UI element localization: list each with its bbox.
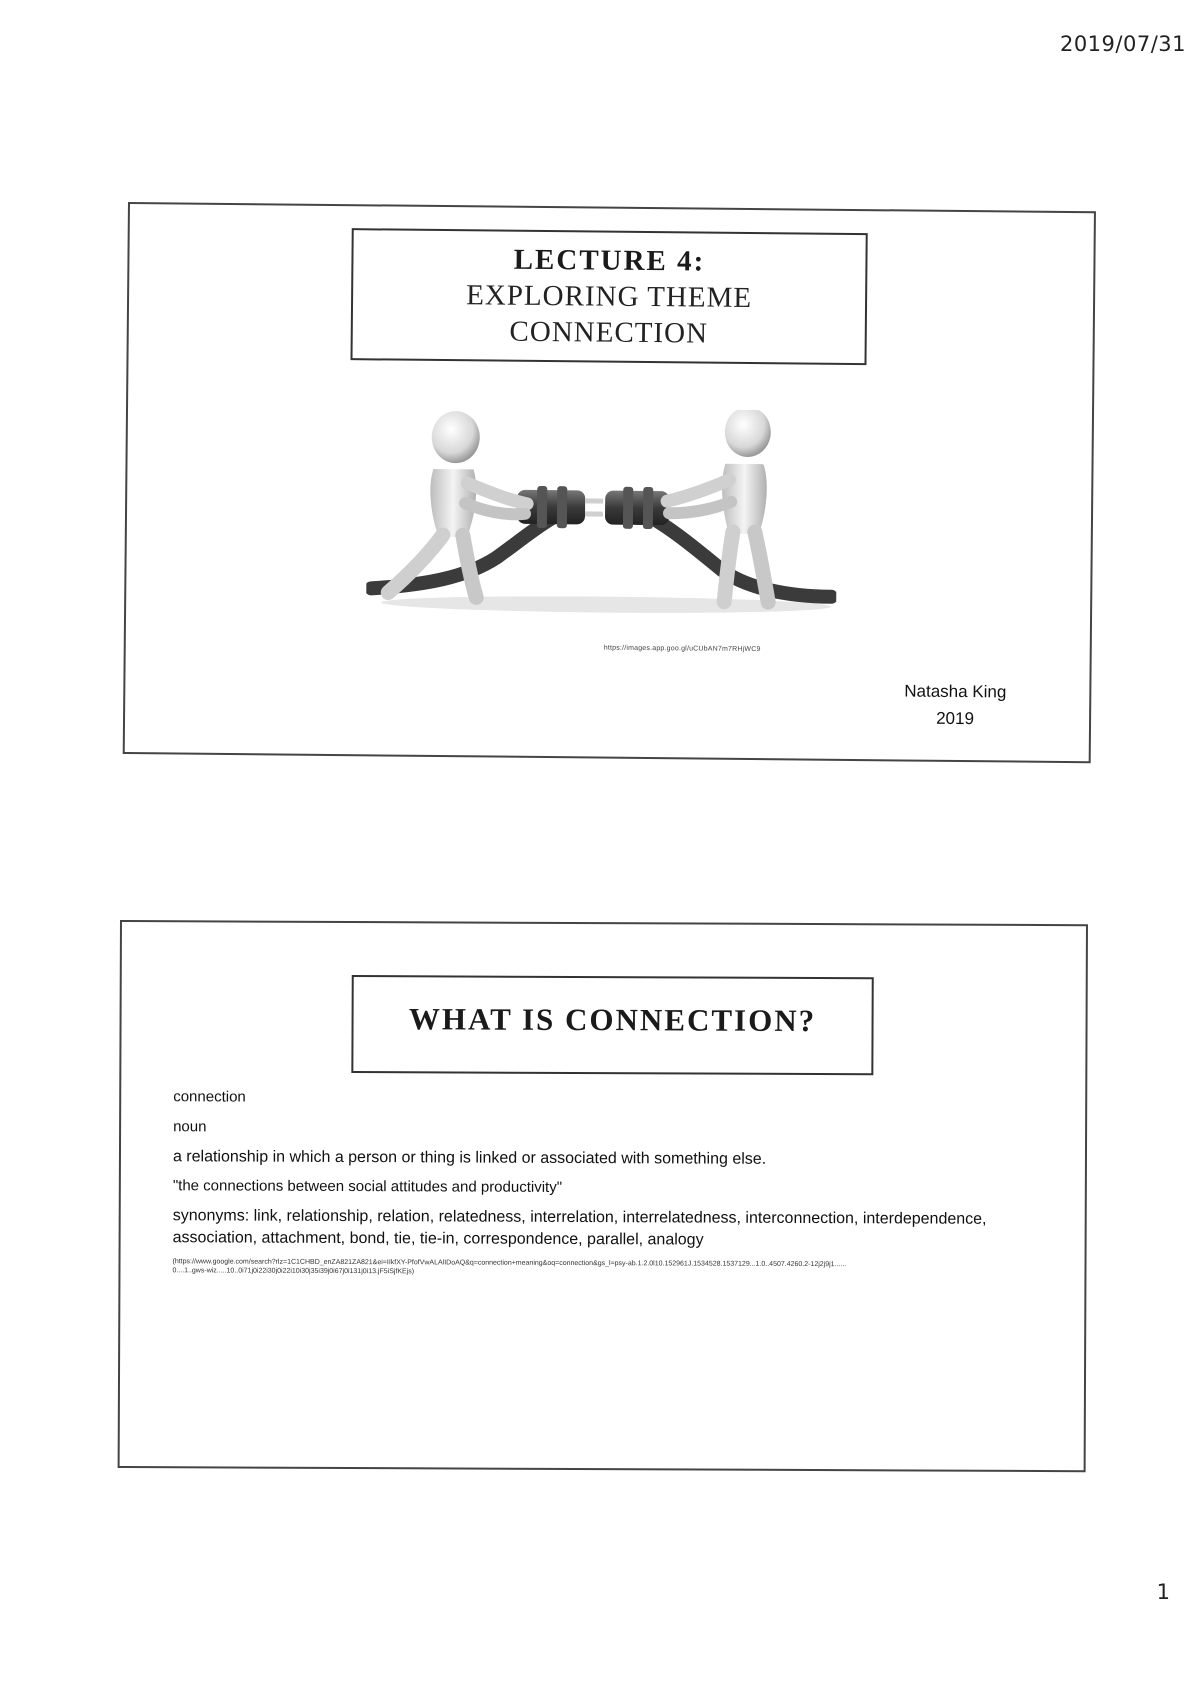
slide-lecture-title <box>123 202 1096 763</box>
document-date: 2019/07/31 <box>1059 32 1186 56</box>
page-number: 1 <box>1156 1580 1170 1604</box>
lecture-number: LECTURE 4: <box>513 243 706 278</box>
lecture-subtitle-line1: EXPLORING THEME <box>465 279 753 314</box>
connection-illustration-icon <box>366 406 838 621</box>
slide-title-box <box>351 975 873 1075</box>
author-year: 2019 <box>936 708 975 729</box>
definition-block <box>172 1088 1033 1279</box>
image-source-url: https://images.app.goo.gl/uCUbAN7m7RHjWC9 <box>603 644 761 654</box>
definition-part-of-speech: noun <box>173 1118 207 1136</box>
slide-title-box <box>350 228 867 365</box>
definition-synonyms: synonyms: link, relationship, relation, relatedness, interrelation, interrelatedness, interconnection, interdependence, association, attachment, bond, tie, tie-in, correspondence, parallel, analogy <box>172 1207 987 1249</box>
definition-example: "the connections between social attitudes and productivity" <box>172 1177 563 1196</box>
definition-text: a relationship in which a person or thing is linked or associated with something else. <box>172 1148 767 1168</box>
slide-title: WHAT IS CONNECTION? <box>408 1001 817 1039</box>
lecture-subtitle-line2: CONNECTION <box>509 315 709 350</box>
slide-what-is-connection <box>118 920 1088 1472</box>
definition-source-url: (https://www.google.com/search?rlz=1C1CHBD_enZA821ZA821&ei=IIkfXY-PfofVwALAlIDoAQ&q=connection+meaning&oq=connection&gs_l=psy-ab.1.2.0l10.152961J.1534528.1537129...1.0..4507.4260.2-12j2j9j1......0....1..gws-wiz.....10..0i71j0i22i30j0i22i10i30j35i39j0i67j0i131j0i13.jF5iSjfKEjs) <box>172 1258 847 1276</box>
author-block <box>885 677 1026 732</box>
definition-term: connection <box>173 1088 246 1106</box>
author-name: Natasha King <box>904 681 1007 702</box>
